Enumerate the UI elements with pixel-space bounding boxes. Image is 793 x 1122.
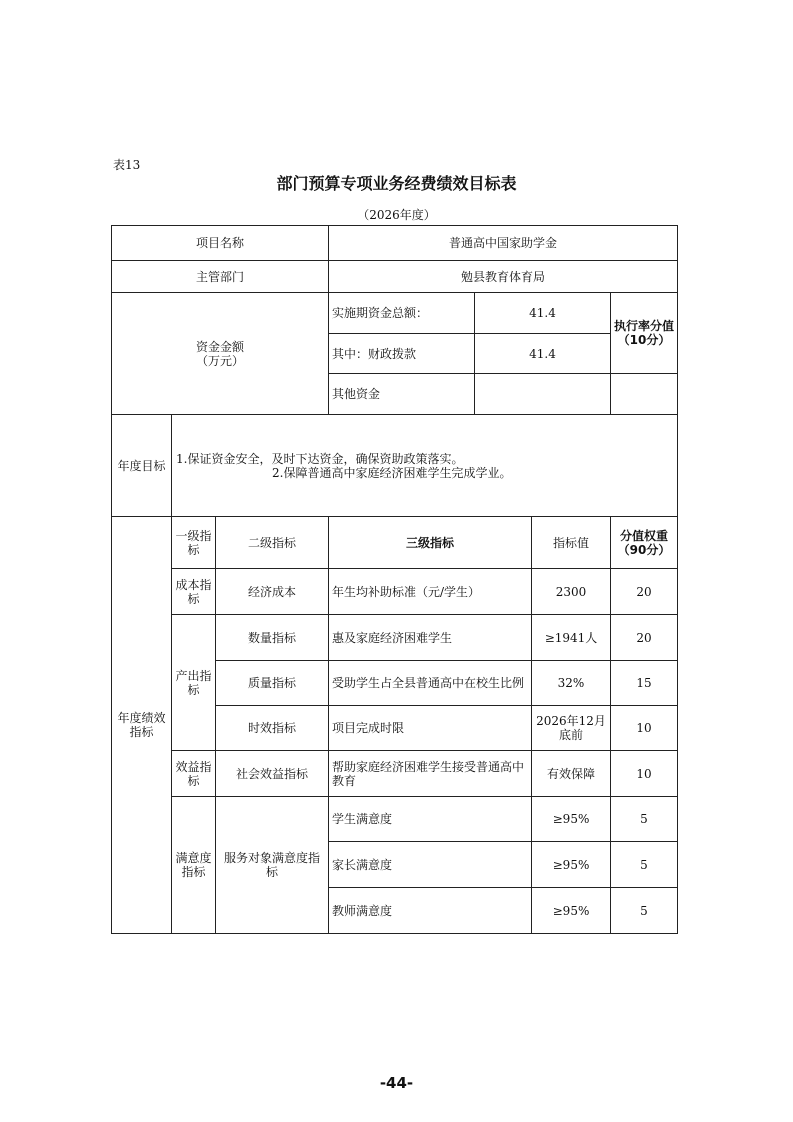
annual-goal-line-1: 1.保证资金安全，及时下达资金，确保资助政策落实。 bbox=[176, 451, 464, 466]
annual-goal-label: 年度目标 bbox=[112, 415, 172, 517]
department-row bbox=[112, 261, 678, 293]
department-value: 勉县教育体育局 bbox=[329, 261, 678, 293]
performance-target-table bbox=[111, 225, 678, 934]
department-label: 主管部门 bbox=[112, 261, 329, 293]
row-value: 2026年12月底前 bbox=[532, 706, 611, 751]
table-row bbox=[112, 751, 678, 797]
row-level2: 经济成本 bbox=[216, 569, 329, 615]
header-weight-label: 分值权重 bbox=[619, 528, 668, 543]
row-weight: 10 bbox=[611, 706, 678, 751]
funds-unit: （万元） bbox=[195, 353, 244, 368]
page-number: -44- bbox=[379, 1074, 414, 1092]
row-level2: 质量指标 bbox=[216, 661, 329, 706]
funds-label: 资金金额 bbox=[195, 339, 244, 354]
header-weight bbox=[611, 517, 678, 569]
funds-fiscal-label: 其中：财政拨款 bbox=[329, 334, 475, 374]
row-level3: 年生均补助标准（元/学生） bbox=[329, 569, 532, 615]
funds-other-value bbox=[475, 374, 611, 415]
project-name-row bbox=[112, 226, 678, 261]
funds-fiscal-value: 41.4 bbox=[475, 334, 611, 374]
funds-total-row bbox=[112, 293, 678, 334]
row-level2: 时效指标 bbox=[216, 706, 329, 751]
row-level3: 学生满意度 bbox=[329, 797, 532, 842]
funds-total-label: 实施期资金总额： bbox=[329, 293, 475, 334]
row-weight: 20 bbox=[611, 569, 678, 615]
funds-other-label: 其他资金 bbox=[329, 374, 475, 415]
row-value: ≥95% bbox=[532, 888, 611, 934]
project-name-value: 普通高中国家助学金 bbox=[329, 226, 678, 261]
row-level3: 受助学生占全县普通高中在校生比例 bbox=[329, 661, 532, 706]
header-value: 指标值 bbox=[532, 517, 611, 569]
row-level3: 帮助家庭经济困难学生接受普通高中教育 bbox=[329, 751, 532, 797]
document-title: 部门预算专项业务经费绩效目标表 bbox=[276, 174, 517, 193]
row-value: 32% bbox=[532, 661, 611, 706]
row-weight: 5 bbox=[611, 797, 678, 842]
header-level3: 三级指标 bbox=[329, 517, 532, 569]
execution-rate-score: 执行率分值（10分） bbox=[611, 293, 678, 374]
indicator-header-row bbox=[112, 517, 678, 569]
table-number: 表13 bbox=[113, 158, 141, 172]
funds-other-blank bbox=[611, 374, 678, 415]
row-level3: 教师满意度 bbox=[329, 888, 532, 934]
annual-goal-content bbox=[172, 415, 678, 517]
funds-total-value: 41.4 bbox=[475, 293, 611, 334]
project-name-label: 项目名称 bbox=[112, 226, 329, 261]
document-year: （2026年度） bbox=[357, 208, 436, 222]
header-level2: 二级指标 bbox=[216, 517, 329, 569]
row-level2: 数量指标 bbox=[216, 615, 329, 661]
group-satisfaction: 满意度指标 bbox=[172, 797, 216, 934]
group-benefit: 效益指标 bbox=[172, 751, 216, 797]
row-value: 2300 bbox=[532, 569, 611, 615]
row-value: 有效保障 bbox=[532, 751, 611, 797]
row-weight: 5 bbox=[611, 888, 678, 934]
row-weight: 10 bbox=[611, 751, 678, 797]
row-weight: 15 bbox=[611, 661, 678, 706]
row-level3: 惠及家庭经济困难学生 bbox=[329, 615, 532, 661]
row-level3: 家长满意度 bbox=[329, 842, 532, 888]
annual-goal-row bbox=[112, 415, 678, 517]
table-row bbox=[112, 615, 678, 661]
annual-goal-line-2: 2.保障普通高中家庭经济困难学生完成学业。 bbox=[272, 465, 512, 480]
row-value: ≥1941人 bbox=[532, 615, 611, 661]
header-weight-sub: （90分） bbox=[617, 542, 671, 557]
row-weight: 20 bbox=[611, 615, 678, 661]
table-row bbox=[112, 797, 678, 842]
group-cost: 成本指标 bbox=[172, 569, 216, 615]
row-level2: 服务对象满意度指标 bbox=[216, 797, 329, 934]
row-level3: 项目完成时限 bbox=[329, 706, 532, 751]
row-level2: 社会效益指标 bbox=[216, 751, 329, 797]
header-level1: 一级指标 bbox=[172, 517, 216, 569]
funds-label-cell bbox=[112, 293, 329, 415]
row-value: ≥95% bbox=[532, 842, 611, 888]
performance-indicator-label: 年度绩效指标 bbox=[112, 517, 172, 934]
group-output: 产出指标 bbox=[172, 615, 216, 751]
table-row bbox=[112, 569, 678, 615]
row-value: ≥95% bbox=[532, 797, 611, 842]
row-weight: 5 bbox=[611, 842, 678, 888]
